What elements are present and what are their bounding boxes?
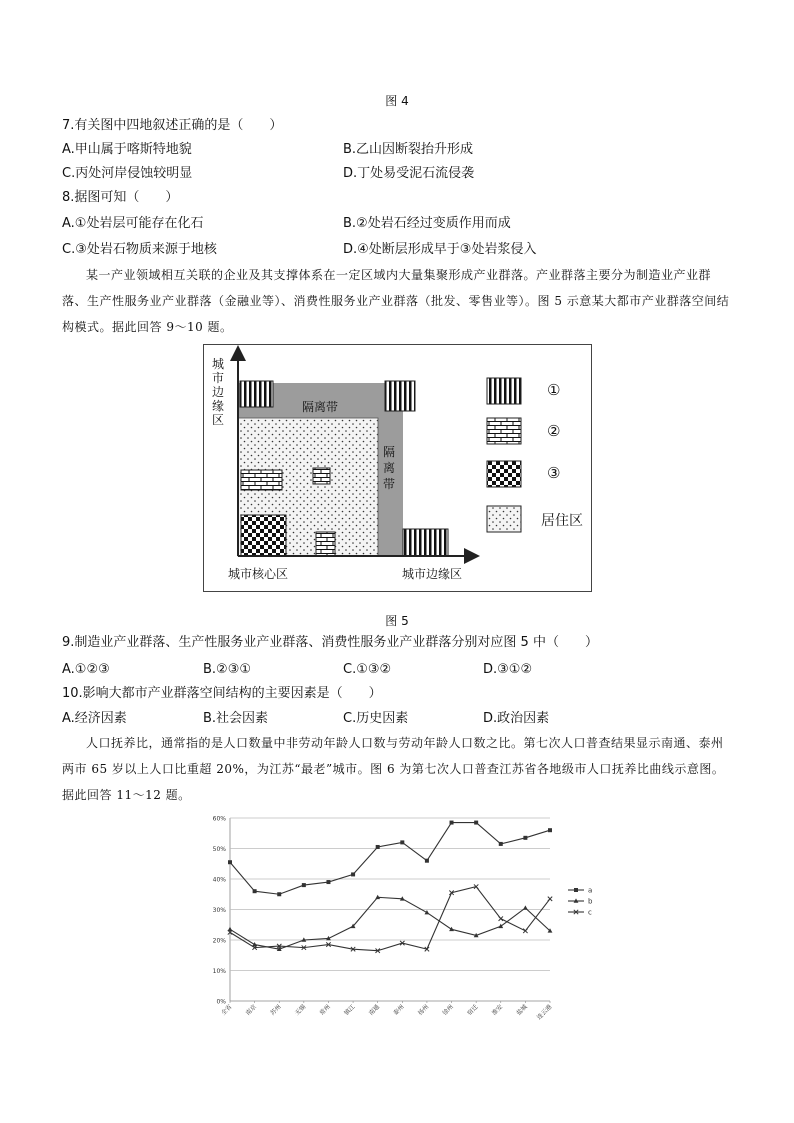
cluster-3-core — [241, 515, 286, 556]
series-c-point — [548, 897, 552, 901]
chart-x-tick-label: 扬州 — [416, 1003, 431, 1017]
legend-label-b: b — [588, 897, 593, 906]
figure5-caption: 图 5 — [385, 614, 409, 628]
series-a-point — [277, 892, 281, 896]
legend-swatch-3 — [487, 461, 521, 487]
q7-option-a: A.甲山属于喀斯特地貌 — [62, 142, 192, 157]
cluster-1-edge — [403, 529, 448, 556]
legend-label-3: ③ — [547, 464, 561, 482]
q8-option-a: A.①处岩层可能存在化石 — [62, 216, 204, 231]
series-a-point — [499, 842, 503, 846]
passage-dependency-ratio: 人口抚养比，通常指的是人口数量中非劳动年龄人口数与劳动年龄人口数之比。第七次人口普查结果显示南通、泰州两市 65 岁以上人口比重超 20%，为江苏“最老”城市。图 6 为第七次人口普查江苏省各地级市人口抚养比曲线示意图。据此回答 11～12 题。 — [62, 736, 725, 802]
legend-swatch-1 — [487, 378, 521, 404]
legend-label-1: ① — [547, 381, 561, 399]
q10-option-c: C.历史因素 — [343, 711, 409, 726]
q8-option-b: B.②处岩石经过变质作用而成 — [343, 216, 511, 231]
legend-swatch-residential — [487, 506, 521, 532]
q9-option-d: D.③①② — [483, 662, 533, 677]
cluster-2-bottom — [316, 532, 335, 556]
figure5-diagram — [203, 344, 592, 592]
q8-option-c: C.③处岩石物质来源于地核 — [62, 242, 217, 257]
series-a-point — [302, 883, 306, 887]
figure4-caption: 图 4 — [385, 94, 409, 108]
chart-x-tick-label: 泰州 — [392, 1003, 406, 1017]
series-a-point — [253, 889, 257, 893]
series-a-point — [474, 821, 478, 825]
series-a-line — [230, 823, 550, 895]
q10-option-a: A.经济因素 — [62, 711, 127, 726]
chart-x-tick-label: 全省 — [219, 1003, 234, 1017]
passage-industry-clusters: 某一产业领域相互关联的企业及其支撑体系在一定区域内大量集聚形成产业群落。产业群落主要分为制造业产业群落、生产性服务业产业群落（金融业等）、消费性服务业产业群落（批发、零售业等）。图 5 示意某大都市产业群落空间结构模式。据此回答 9～10 题。 — [62, 268, 730, 334]
series-a-point — [523, 836, 527, 840]
chart-x-tick-label: 南京 — [244, 1003, 259, 1017]
series-b-point — [449, 927, 454, 931]
chart-y-tick-label: 20% — [212, 937, 226, 945]
series-c-point — [523, 929, 527, 933]
q7-option-b: B.乙山因断裂抬升形成 — [343, 142, 474, 157]
y-axis-label: 城市边缘区 — [212, 357, 225, 427]
series-a-point — [548, 828, 552, 832]
legend-label-a: a — [588, 886, 593, 895]
series-a-point — [450, 821, 454, 825]
chart-x-tick-label: 盐城 — [515, 1003, 529, 1017]
chart-x-tick-label: 徐州 — [441, 1003, 455, 1017]
series-a-point — [376, 845, 380, 849]
chart-y-tick-label: 30% — [212, 907, 226, 914]
cluster-2-left — [241, 470, 282, 490]
chart-y-tick-label: 60% — [212, 815, 226, 823]
x-end-label: 城市边缘区 — [402, 567, 463, 581]
legend-swatch-2 — [487, 418, 521, 444]
chart-y-tick-label: 0% — [216, 998, 226, 1006]
chart-x-tick-label: 镇江 — [343, 1003, 357, 1017]
q9-option-a: A.①②③ — [62, 662, 110, 677]
cluster-1-core-top — [240, 381, 273, 407]
series-b-point — [498, 924, 503, 928]
series-a-point — [228, 860, 232, 864]
legend-marker-a — [574, 888, 578, 892]
q9-option-b: B.②③① — [203, 662, 252, 677]
chart-x-tick-label: 连云港 — [535, 1003, 554, 1022]
legend-label-c: c — [588, 908, 592, 917]
legend-label-residential: 居住区 — [541, 513, 583, 529]
q10-stem: 10.影响大都市产业群落空间结构的主要因素是（ ） — [62, 686, 382, 701]
chart-y-tick-label: 10% — [212, 968, 226, 975]
series-b-point — [523, 905, 528, 909]
chart-x-tick-label: 常州 — [318, 1003, 332, 1017]
chart-y-tick-label: 50% — [212, 846, 226, 853]
buffer-label-top: 隔离带 — [302, 400, 339, 414]
x-origin-label: 城市核心区 — [228, 567, 289, 581]
legend-label-2: ② — [547, 422, 561, 440]
series-a-point — [400, 840, 404, 844]
series-a-point — [351, 872, 355, 876]
chart-y-tick-label: 40% — [212, 876, 226, 884]
series-b-line — [230, 897, 550, 949]
q10-option-b: B.社会因素 — [203, 711, 269, 726]
series-a-point — [326, 880, 330, 884]
q9-stem: 9.制造业产业群落、生产性服务业产业群落、消费性服务业产业群落分别对应图 5 中（ ） — [62, 635, 598, 650]
series-a-point — [425, 859, 429, 863]
chart-x-tick-label: 南通 — [367, 1003, 382, 1017]
buffer-label-right: 隔离带 — [383, 445, 396, 491]
q8-stem: 8.据图可知（ ） — [62, 190, 179, 205]
series-c-point — [499, 916, 503, 920]
cluster-1-top-right — [385, 381, 415, 411]
q8-option-d: D.④处断层形成早于③处岩浆侵入 — [343, 242, 537, 257]
chart-x-tick-label: 宿迁 — [466, 1003, 480, 1017]
q9-option-c: C.①③② — [343, 662, 392, 677]
cluster-2-center — [313, 468, 330, 484]
q7-stem: 7.有关图中四地叙述正确的是（ ） — [62, 118, 283, 133]
q7-option-c: C.丙处河岸侵蚀较明显 — [62, 166, 193, 181]
figure6-line-chart — [196, 808, 610, 1028]
q10-option-d: D.政治因素 — [483, 711, 550, 726]
chart-x-tick-label: 苏州 — [269, 1003, 283, 1017]
chart-x-tick-label: 无锡 — [293, 1003, 308, 1017]
chart-x-tick-label: 淮安 — [490, 1003, 505, 1017]
q7-option-d: D.丁处易受泥石流侵袭 — [343, 166, 475, 181]
